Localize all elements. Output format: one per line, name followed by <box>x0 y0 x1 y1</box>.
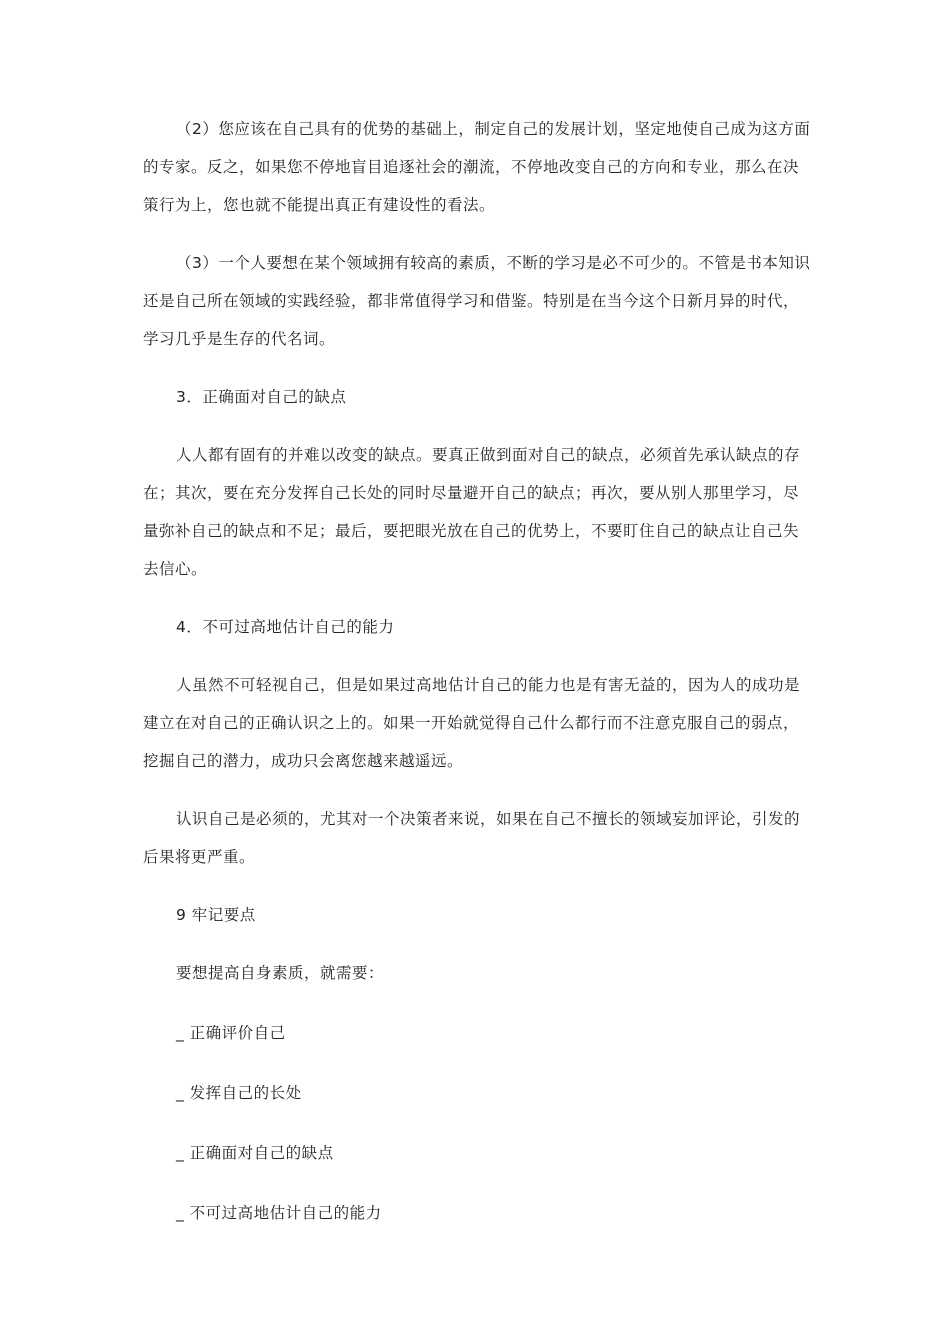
paragraph-point-2: （2）您应该在自己具有的优势的基础上，制定自己的发展计划，坚定地使自己成为这方面的专家。反之，如果您不停地盲目追逐社会的潮流，不停地改变自己的方向和专业，那么在决策行为上，您也就不能提出真正有建设性的看法。 <box>143 120 811 214</box>
paragraph-point-3: （3）一个人要想在某个领域拥有较高的素质，不断的学习是必不可少的。不管是书本知识还是自己所在领域的实践经验，都非常值得学习和借鉴。特别是在当今这个日新月异的时代，学习几乎是生存的代名词。 <box>143 254 811 348</box>
key-points-heading: 9 牢记要点 <box>176 906 256 924</box>
document-body <box>143 110 813 1232</box>
key-point-item: _ 不可过高地估计自己的能力 <box>176 1204 382 1222</box>
section-heading-4: 4．不可过高地估计自己的能力 <box>176 618 395 636</box>
key-point-item: _ 正确评价自己 <box>176 1024 286 1042</box>
key-point-item: _ 发挥自己的长处 <box>176 1084 302 1102</box>
paragraph-summary: 认识自己是必须的，尤其对一个决策者来说，如果在自己不擅长的领域妄加评论，引发的后果将更严重。 <box>143 810 801 866</box>
key-points-intro: 要想提高自身素质，就需要： <box>176 964 385 982</box>
paragraph-section-4: 人虽然不可轻视自己，但是如果过高地估计自己的能力也是有害无益的，因为人的成功是建立在对自己的正确认识之上的。如果一开始就觉得自己什么都行而不注意克服自己的弱点，挖掘自己的潜力，成功只会离您越来越遥远。 <box>143 676 801 770</box>
section-heading-3: 3．正确面对自己的缺点 <box>176 388 347 406</box>
paragraph-section-3: 人人都有固有的并难以改变的缺点。要真正做到面对自己的缺点，必须首先承认缺点的存在；其次，要在充分发挥自己长处的同时尽量避开自己的缺点；再次，要从别人那里学习，尽量弥补自己的缺点和不足；最后，要把眼光放在自己的优势上，不要盯住自己的缺点让自己失去信心。 <box>143 446 801 578</box>
key-point-item: _ 正确面对自己的缺点 <box>176 1144 334 1162</box>
